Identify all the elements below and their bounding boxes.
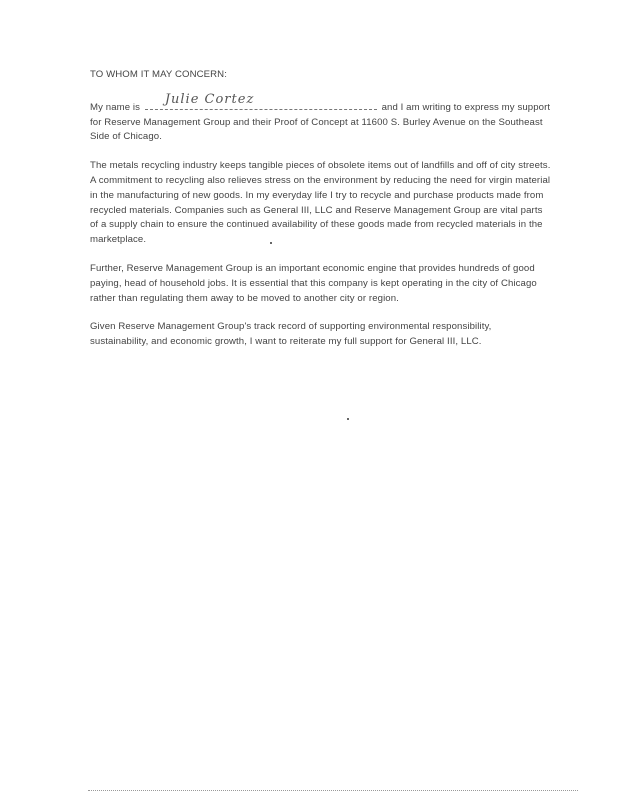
paragraph-economic: Further, Reserve Management Group is an important economic engine that provides hundreds of good paying, head of household jobs. It is essential that this company is kept operating in the city of Chicago rather than regulating them away to be moved to another city or region.: [90, 262, 537, 304]
scan-edge-dots: [88, 788, 578, 791]
name-fill-line: [145, 91, 377, 110]
stray-mark: [347, 418, 349, 420]
handwritten-name: Julie Cortez: [164, 91, 255, 107]
intro-before-name: My name is: [90, 101, 141, 113]
letter-body: [90, 68, 552, 364]
intro-after-name: and I am writing to express my support for Reserve Management Group and their Proof of Concept at 11600 S. Burley Avenue on the Southeast Side of Chicago.: [90, 101, 551, 143]
paragraph-recycling: The metals recycling industry keeps tangible pieces of obsolete items out of landfills and off of city streets. A commitment to recycling also relieves stress on the environment by reducing the need for virgin material in the manufacturing of new goods. In my everyday life I try to recycle and purchase products made from recycled materials. Companies such as General III, LLC and Reserve Management Group are vital parts of a supply chain to ensure the continued availability of these goods made from recycled materials in the marketplace.: [90, 160, 551, 246]
salutation: TO WHOM IT MAY CONCERN:: [90, 69, 227, 80]
paragraph-intro: [90, 91, 552, 145]
paragraph-closing: Given Reserve Management Group's track record of supporting environmental responsibility, sustainability, and economic growth, I want to reiterate my full support for General III, LLC.: [90, 321, 492, 348]
stray-mark: [270, 242, 272, 244]
